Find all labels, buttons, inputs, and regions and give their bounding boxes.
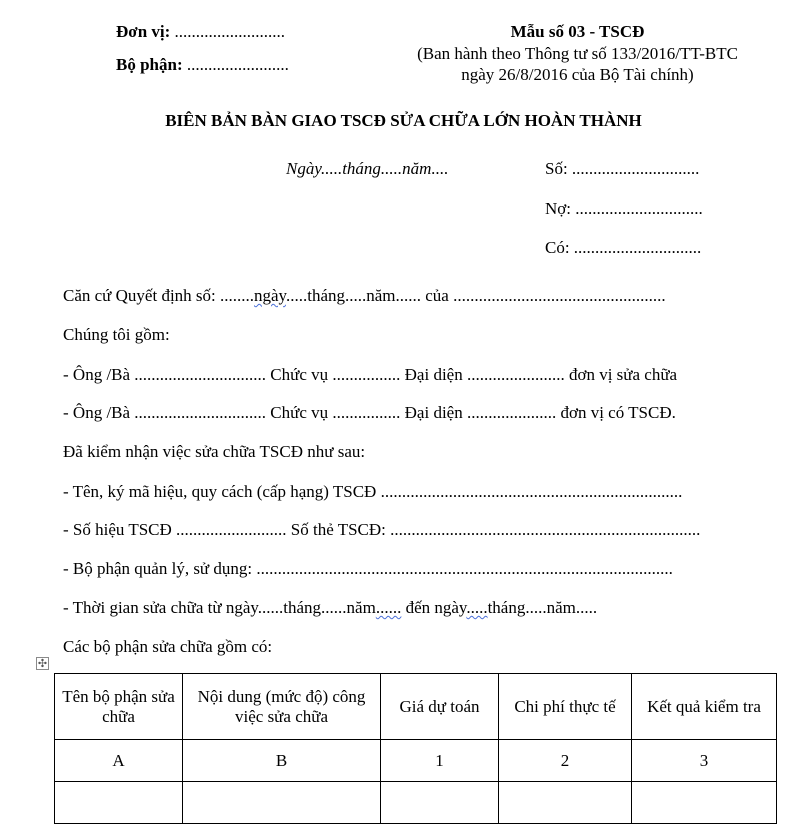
don-vi-dots: .......................... — [170, 22, 286, 41]
bo-phan-quan-ly-line: - Bộ phận quản lý, sử dụng: .................................................................................................. — [63, 559, 673, 578]
table-cell[interactable] — [183, 782, 381, 824]
code-cell: B — [183, 740, 381, 782]
form-code: Mẫu số 03 - TSCĐ — [510, 22, 645, 41]
move-arrows-icon[interactable]: ✣ — [37, 657, 48, 670]
can-cu-ngay: ngày — [254, 286, 286, 305]
ten-ky-ma-line: - Tên, ký mã hiệu, quy cách (cấp hạng) TSCĐ ....................................................................... — [63, 482, 683, 501]
thoi-gian-text-d: ..... — [466, 598, 488, 617]
bo-phan-dots: ........................ — [182, 55, 289, 74]
chung-toi-line: Chúng tôi gồm: — [63, 325, 170, 344]
cac-bo-phan-line: Các bộ phận sửa chữa gồm có: — [63, 637, 273, 656]
ong-ba-line-1: - Ông /Bà ............................... Chức vụ ................ Đại diện ....................... đơn vị sửa chữa — [63, 365, 678, 384]
table-row — [55, 782, 777, 824]
code-cell: 1 — [381, 740, 499, 782]
table-cell[interactable] — [499, 782, 632, 824]
document-title: BIÊN BẢN BÀN GIAO TSCĐ SỬA CHỮA LỚN HOÀN THÀNH — [165, 111, 642, 130]
col-header-ten-bo-phan: Tên bộ phận sửa chữa — [55, 674, 183, 740]
thoi-gian-text-a: - Thời gian sửa chữa từ ngày......tháng......năm — [63, 598, 376, 617]
thoi-gian-text-c: đến ngày — [401, 598, 467, 617]
thoi-gian-line — [63, 598, 597, 618]
code-cell: 3 — [632, 740, 777, 782]
table-header-row — [55, 674, 777, 740]
col-header-gia-du-toan: Giá dự toán — [381, 674, 499, 740]
code-cell: A — [55, 740, 183, 782]
can-cu-text-a: Căn cứ Quyết định số: ........ — [63, 286, 255, 305]
col-header-ket-qua: Kết quả kiểm tra — [632, 674, 777, 740]
issued-line-2: ngày 26/8/2016 của Bộ Tài chính) — [461, 65, 694, 84]
ong-ba-line-2: - Ông /Bà ............................... Chức vụ ................ Đại diện ..................... đơn vị có TSCĐ. — [63, 403, 676, 422]
co-line: Có: .............................. — [545, 238, 702, 257]
date-line: Ngày.....tháng.....năm.... — [286, 159, 449, 178]
so-hieu-line: - Số hiệu TSCĐ .......................... Số thẻ TSCĐ: ......................................................................... — [63, 520, 701, 539]
code-cell: 2 — [499, 740, 632, 782]
table-code-row — [55, 740, 777, 782]
thoi-gian-text-b: ...... — [375, 598, 402, 617]
don-vi-label: Đơn vị: — [116, 22, 171, 41]
issued-line-1: (Ban hành theo Thông tư số 133/2016/TT-BTC — [417, 44, 738, 63]
so-line: Số: .............................. — [545, 159, 700, 178]
table-cell[interactable] — [632, 782, 777, 824]
bo-phan-label: Bộ phận: — [116, 55, 183, 74]
no-line: Nợ: .............................. — [545, 199, 703, 218]
repair-parts-table — [54, 673, 777, 824]
can-cu-text-c: .....tháng.....năm...... của .................................................. — [285, 286, 666, 305]
da-kiem-nhan-line: Đã kiểm nhận việc sửa chữa TSCĐ như sau: — [63, 442, 366, 461]
can-cu-line — [63, 286, 666, 306]
table-cell[interactable] — [381, 782, 499, 824]
table-cell[interactable] — [55, 782, 183, 824]
col-header-chi-phi: Chi phí thực tế — [499, 674, 632, 740]
bo-phan-line — [116, 55, 289, 75]
don-vi-line — [116, 22, 285, 42]
thoi-gian-text-e: tháng.....năm..... — [487, 598, 598, 617]
col-header-noi-dung: Nội dung (mức độ) công việc sửa chữa — [183, 674, 381, 740]
